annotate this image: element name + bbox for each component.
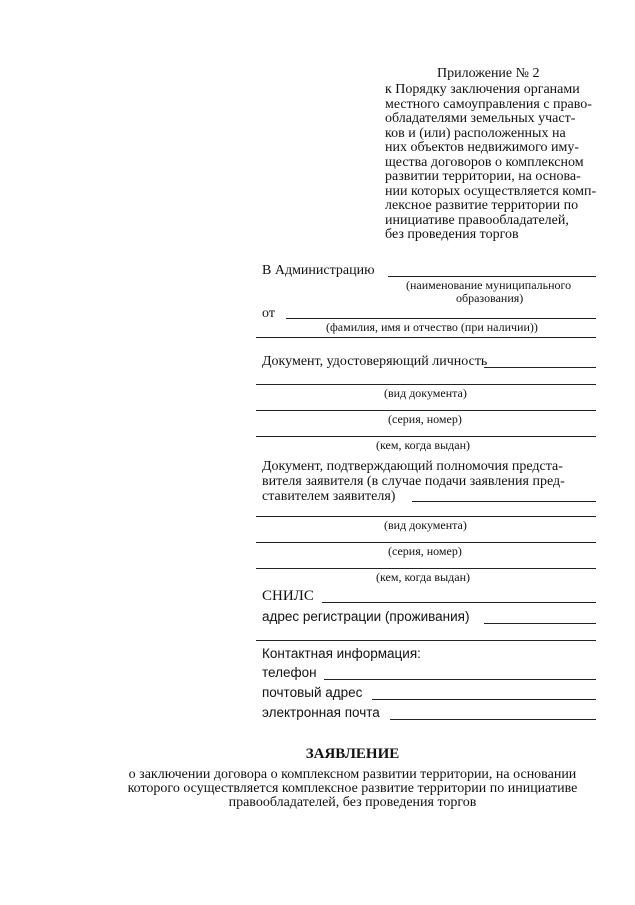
snils-label: СНИЛС [262, 588, 314, 604]
phone-label: телефон [262, 665, 317, 680]
contact-label: Контактная информация: [262, 646, 421, 661]
rep-issued-input-line[interactable] [256, 568, 596, 569]
rep-issued-caption: (кем, когда выдан) [376, 570, 471, 584]
appendix-line: развитии территории, на основа- [385, 169, 581, 184]
doc-type-input-line[interactable] [256, 384, 596, 385]
email-label: электронная почта [262, 705, 380, 720]
id-doc-input-line[interactable] [484, 367, 596, 368]
rep-doc-label: Документ, подтверждающий полномочия предста- [262, 459, 563, 474]
statement-line: о заключении договора о комплексном развитии территории, на основании [128, 767, 577, 782]
appendix-line: обладателями земельных участ- [385, 111, 576, 126]
rep-series-input-line[interactable] [256, 542, 596, 543]
email-input-line[interactable] [390, 719, 596, 720]
admin-caption: образования) [456, 291, 524, 305]
fio-caption: (фамилия, имя и отчество (при наличии)) [326, 320, 538, 334]
rep-series-caption: (серия, номер) [388, 544, 462, 558]
appendix-title: Приложение № 2 [437, 66, 540, 81]
postal-label: почтовый адрес [262, 685, 363, 700]
fio-input-line[interactable] [286, 318, 596, 319]
rep-doc-label: вителя заявителя (в случае подачи заявления пред- [262, 474, 565, 489]
statement-heading: ЗАЯВЛЕНИЕ [305, 746, 400, 762]
address-label: адрес регистрации (проживания) [262, 609, 470, 624]
from-label: от [262, 306, 275, 321]
appendix-line: местного самоуправления с право- [385, 96, 592, 112]
issued-caption: (кем, когда выдан) [376, 438, 471, 452]
appendix-line: инициативе правообладателей, [385, 212, 569, 228]
postal-input-line[interactable] [372, 699, 596, 700]
fio-input-line-2[interactable] [256, 337, 596, 338]
id-doc-label: Документ, удостоверяющий личность [262, 354, 488, 369]
series-caption: (серия, номер) [388, 412, 462, 426]
address-input-line-2[interactable] [256, 640, 596, 641]
rep-doc-label: ставителем заявителя) [262, 489, 396, 504]
statement-line: правообладателей, без проведения торгов [228, 795, 477, 810]
to-admin-label: В Администрацию [262, 263, 375, 278]
appendix-line: лексное развитие территории по [385, 198, 579, 213]
appendix-line: нии которых осуществляется комп- [385, 183, 597, 199]
admin-input-line[interactable] [388, 276, 596, 277]
statement-line: которого осуществляется комплексное развитие территории по инициативе [127, 781, 578, 796]
appendix-text [385, 83, 596, 243]
phone-input-line[interactable] [324, 679, 596, 680]
snils-input-line[interactable] [322, 602, 596, 603]
address-input-line[interactable] [484, 623, 596, 624]
appendix-line: без проведения торгов [385, 227, 519, 242]
appendix-line: них объектов недвижимого иму- [385, 140, 580, 155]
rep-doc-type-caption: (вид документа) [384, 518, 467, 532]
appendix-line: щества договоров о комплексном [385, 154, 584, 170]
series-input-line[interactable] [256, 410, 596, 411]
rep-doc-input-line[interactable] [412, 501, 596, 502]
admin-caption: (наименование муниципального [406, 278, 572, 292]
doc-type-caption: (вид документа) [384, 386, 467, 400]
issued-input-line[interactable] [256, 436, 596, 437]
rep-doc-type-input-line[interactable] [256, 516, 596, 517]
appendix-line: ков и (или) расположенных на [385, 125, 566, 141]
appendix-line: к Порядку заключения органами [385, 82, 580, 97]
